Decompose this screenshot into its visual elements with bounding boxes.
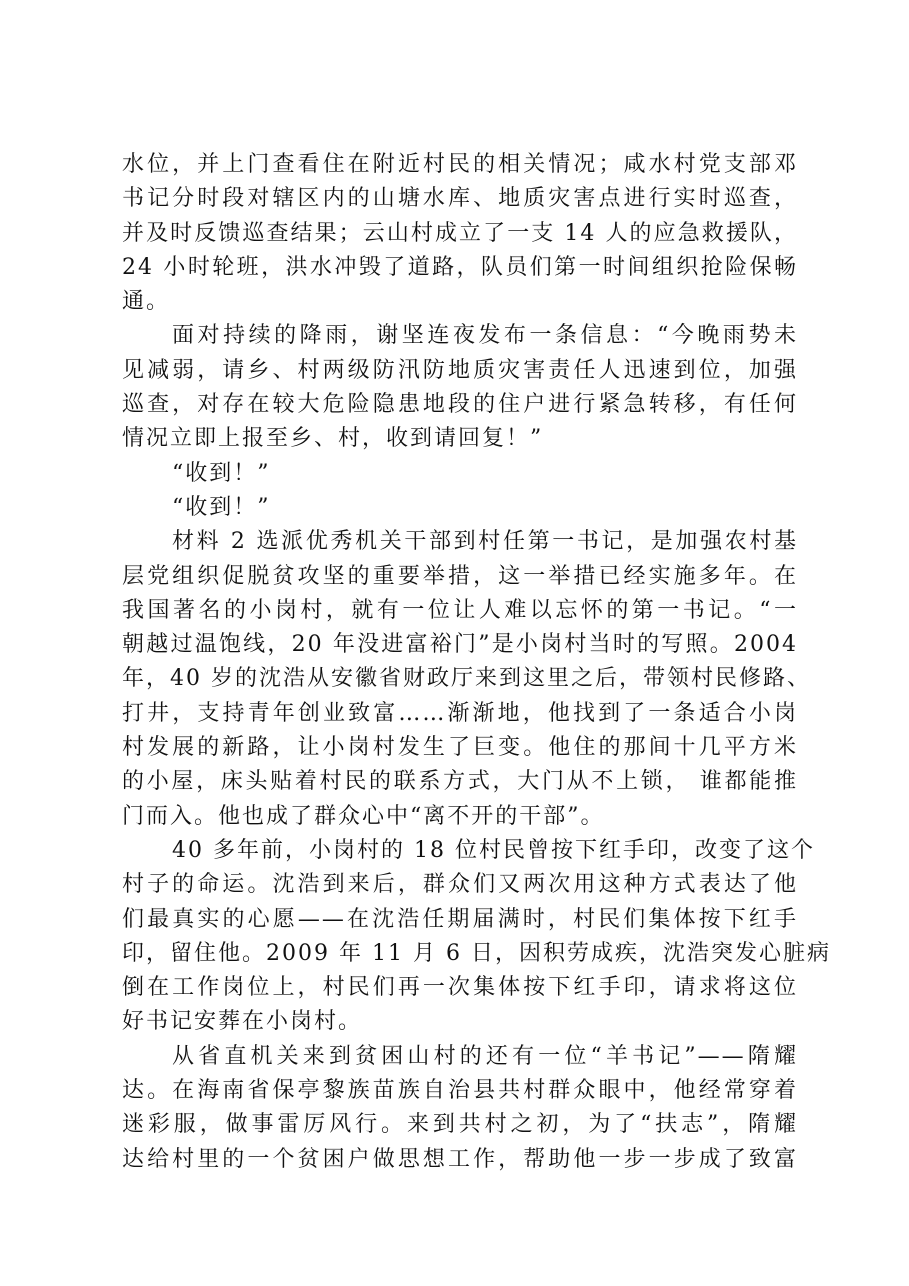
text-line: 从省直机关来到贫困山村的还有一位“羊书记”——隋耀 (172, 1043, 798, 1069)
text-line: 村子的命运。沈浩到来后，群众们又两次用这种方式表达了他 (122, 872, 798, 898)
text-line: 印，留住他。2009 年 11 月 6 日，因积劳成疾，沈浩突发心脏病 (122, 940, 831, 966)
text-line: 倒在工作岗位上，村民们再一次集体按下红手印，请求将这位 (122, 975, 798, 1001)
text-line: “收到！” (172, 494, 271, 520)
text-line: 24 小时轮班，洪水冲毁了道路，队员们第一时间组织抢险保畅 (122, 254, 798, 280)
text-line: 我国著名的小岗村，就有一位让人难以忘怀的第一书记。“一 (122, 597, 798, 623)
text-line: 打井，支持青年创业致富……渐渐地，他找到了一条适合小岗 (122, 700, 798, 726)
text-line: 见减弱，请乡、村两级防汛防地质灾害责任人迅速到位，加强 (122, 357, 798, 383)
text-line: 好书记安葬在小岗村。 (122, 1009, 363, 1035)
text-line: 朝越过温饱线，20 年没进富裕门”是小岗村当时的写照。2004 (122, 632, 798, 658)
text-line: 面对持续的降雨，谢坚连夜发布一条信息：“今晚雨势未 (172, 323, 798, 349)
document-body (122, 148, 831, 1177)
text-line: 情况立即上报至乡、村，收到请回复！” (122, 426, 544, 452)
text-line: 40 多年前，小岗村的 18 位村民曾按下红手印，改变了这个 (172, 837, 815, 863)
text-line: 并及时反馈巡查结果；云山村成立了一支 14 人的应急救援队， (122, 220, 798, 246)
text-line: 书记分时段对辖区内的山塘水库、地质灾害点进行实时巡查， (122, 186, 798, 212)
text-line: 门而入。他也成了群众心中“离不开的干部”。 (122, 803, 605, 829)
text-line: “收到！” (172, 460, 271, 486)
text-line: 的小屋，床头贴着村民的联系方式，大门从不上锁， 谁都能推 (122, 769, 798, 795)
text-line: 层党组织促脱贫攻坚的重要举措，这一举措已经实施多年。在 (122, 563, 798, 589)
text-line: 巡查，对存在较大危险隐患地段的住户进行紧急转移，有任何 (122, 392, 798, 418)
text-line: 们最真实的心愿——在沈浩任期届满时，村民们集体按下红手 (122, 906, 798, 932)
text-line: 材料 2 选派优秀机关干部到村任第一书记，是加强农村基 (172, 529, 798, 555)
text-line: 通。 (122, 289, 171, 315)
text-line: 村发展的新路，让小岗村发生了巨变。他住的那间十几平方米 (122, 735, 798, 761)
text-line: 迷彩服，做事雷厉风行。来到共村之初，为了“扶志”，隋耀 (122, 1112, 798, 1138)
text-line: 年，40 岁的沈浩从安徽省财政厅来到这里之后，带领村民修路、 (122, 666, 811, 692)
text-line: 水位，并上门查看住在附近村民的相关情况；咸水村党支部邓 (122, 152, 798, 177)
text-line: 达。在海南省保亭黎族苗族自治县共村群众眼中，他经常穿着 (122, 1078, 798, 1104)
text-line: 达给村里的一个贫困户做思想工作，帮助他一步一步成了致富 (122, 1146, 798, 1172)
